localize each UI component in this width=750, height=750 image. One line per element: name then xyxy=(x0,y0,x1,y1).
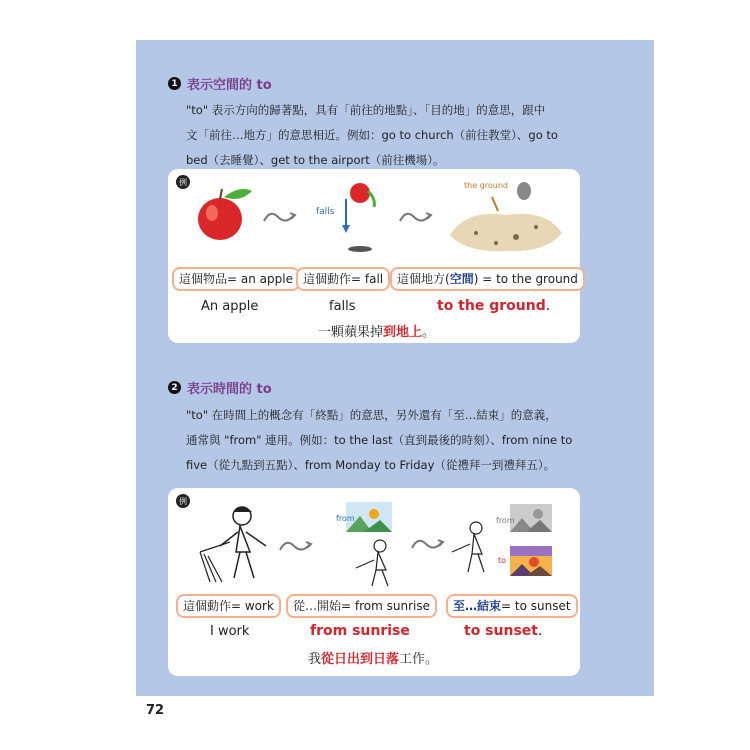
sentence-prefix: 我 xyxy=(308,652,322,667)
pill-to-sunset xyxy=(446,594,578,618)
worker-small-icon xyxy=(444,518,507,578)
to-label: to xyxy=(498,556,507,565)
word-falls: falls xyxy=(329,299,356,314)
page-number: 72 xyxy=(146,703,165,718)
from-label-2: from xyxy=(496,516,515,525)
para-line: bed（去睡覺）、get to the airport（前往機場）。 xyxy=(186,153,445,167)
word-to-the-ground xyxy=(437,298,550,314)
section1-paragraph xyxy=(186,98,586,173)
pill-to-sunset-bold: 至…結束 xyxy=(453,599,502,613)
word-an-apple: An apple xyxy=(201,299,259,314)
word-to-the-ground-text: to the ground xyxy=(437,298,546,314)
pill-object: 這個物品= an apple xyxy=(172,267,300,291)
pill-place xyxy=(390,267,585,291)
section2-number: 2 xyxy=(168,381,181,394)
section1-number: 1 xyxy=(168,77,181,90)
word-to-sunset xyxy=(464,623,542,639)
sentence-highlight: 從日出到日落 xyxy=(321,652,400,667)
section1-title xyxy=(168,74,272,93)
example-card-2 xyxy=(168,488,580,676)
from-label-1: from xyxy=(336,514,355,523)
section2-title-text: 表示時間的 to xyxy=(187,382,272,397)
content-panel xyxy=(136,40,654,696)
sentence-prefix: 一顆蘋果掉 xyxy=(318,325,384,340)
sentence-highlight: 到地上 xyxy=(383,325,423,340)
sentence-2 xyxy=(308,648,438,667)
word-dot: . xyxy=(545,298,551,314)
curly-arrow-icon xyxy=(278,538,314,554)
word-dot: . xyxy=(537,623,543,639)
example-card-1 xyxy=(168,169,580,343)
pill-work: 這個動作= work xyxy=(176,594,281,618)
example-mark: 例 xyxy=(176,494,190,508)
section1-title-text: 表示空間的 to xyxy=(187,78,272,93)
falls-label: falls xyxy=(316,207,335,217)
curly-arrow-icon xyxy=(410,536,446,552)
para-line: 文「前往…地方」的意思相近。例如：go to church（前往教堂）、go to xyxy=(186,128,558,142)
pill-from-sunrise: 從…開始= from sunrise xyxy=(286,594,437,618)
worker-icon xyxy=(190,502,280,586)
falling-apple-icon xyxy=(338,177,388,257)
sentence-suffix: 。 xyxy=(422,325,436,340)
the-ground-label: the ground xyxy=(464,181,508,190)
pill-to-sunset-suffix: = to sunset xyxy=(501,599,571,613)
apple-icon xyxy=(190,181,260,245)
section2-paragraph xyxy=(186,403,586,478)
pill-action: 這個動作= fall xyxy=(296,267,390,291)
sentence-suffix: 工作。 xyxy=(399,652,439,667)
worker-small-icon xyxy=(348,538,408,588)
curly-arrow-icon xyxy=(262,209,298,225)
para-line: "to" 表示方向的歸著點，具有「前往的地點」、「目的地」的意思，跟中 xyxy=(186,103,546,117)
example-mark: 例 xyxy=(176,175,190,189)
curly-arrow-icon xyxy=(398,209,434,225)
grey-sky-icon xyxy=(510,504,552,532)
word-from-sunrise: from sunrise xyxy=(310,623,410,639)
sentence-1 xyxy=(318,321,435,340)
para-line: "to" 在時間上的概念有「終點」的意思，另外還有「至…結束」的意義， xyxy=(186,408,557,422)
para-line: 通常與 "from" 連用。例如：to the last（直到最後的時刻）、from nine to xyxy=(186,433,573,447)
section2-title xyxy=(168,378,272,397)
word-i-work: I work xyxy=(210,624,250,639)
para-line: five（從九點到五點）、from Monday to Friday（從禮拜一到禮拜五）。 xyxy=(186,458,556,472)
word-to-sunset-text: to sunset xyxy=(464,623,538,639)
sunset-icon xyxy=(510,546,552,576)
pill-place-prefix: 這個地方( xyxy=(397,272,450,286)
pill-place-bold: 空間 xyxy=(449,272,474,286)
pill-place-suffix: ) = to the ground xyxy=(473,272,578,286)
